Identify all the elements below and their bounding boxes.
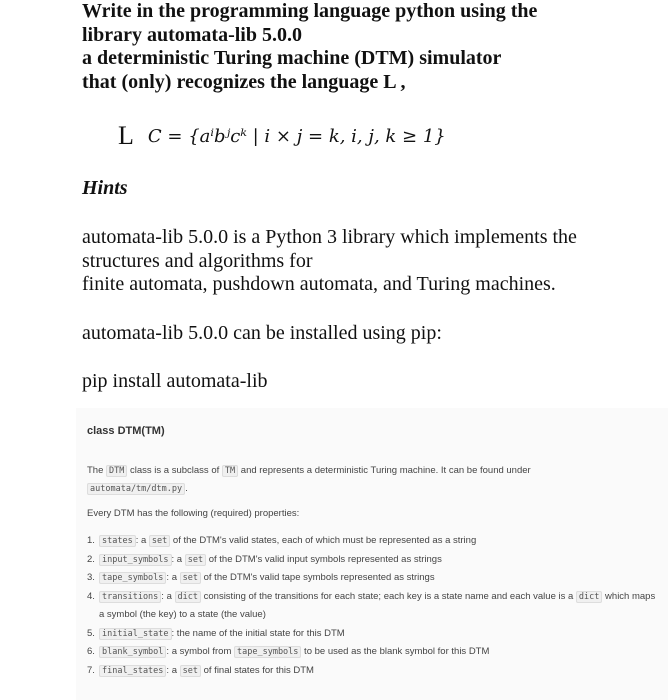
heading-line: library automata-lib 5.0.0 (82, 23, 302, 46)
paragraph-line: automata-lib 5.0.0 is a Python 3 library which implements the (82, 226, 577, 248)
item-text: : a (161, 590, 175, 602)
item-text: to be used as the blank symbol for this DTM (301, 646, 490, 657)
inline-code: final_states (99, 665, 166, 677)
inline-code: input_symbols (99, 554, 172, 566)
desc-text: The (87, 465, 107, 476)
desc-text: and represents a deterministic Turing machine. It can be found under (238, 465, 531, 476)
item-text: : the name of the initial state for this DTM (171, 627, 345, 639)
desc-text: class is a subclass of (127, 465, 222, 476)
list-item (87, 569, 662, 588)
hints-title: Hints (82, 177, 128, 199)
list-item (87, 551, 662, 570)
documentation-excerpt (76, 408, 668, 700)
paragraph-line: finite automata, pushdown automata, and Turing machines. (82, 273, 556, 295)
inline-code: initial_state (99, 628, 172, 640)
heading-line: a deterministic Turing machine (DTM) simulator (82, 47, 502, 69)
inline-code: TM (222, 465, 238, 477)
list-item (87, 643, 662, 662)
item-text: : a (166, 572, 180, 583)
item-number: 4. (87, 590, 95, 602)
heading-line: that (only) recognizes the language L , (82, 70, 406, 93)
item-text: which maps a symbol (the key) to a state (the value) (99, 590, 656, 620)
item-number: 3. (87, 572, 95, 583)
inline-code: tape_symbols (234, 646, 301, 658)
paragraph-library-intro (82, 226, 642, 297)
inline-code: set (149, 535, 170, 547)
inline-code: dict (576, 591, 602, 603)
list-item (87, 588, 662, 625)
list-item (87, 532, 662, 551)
question-heading (82, 0, 642, 94)
list-item (87, 662, 662, 681)
inline-code: set (185, 554, 206, 566)
item-text: : a (135, 535, 149, 546)
item-number: 6. (87, 646, 95, 657)
desc-text: . (185, 483, 188, 494)
inline-code: tape_symbols (99, 572, 166, 584)
item-number: 2. (87, 553, 95, 565)
inline-code: set (180, 572, 201, 584)
inline-code: transitions (99, 591, 161, 603)
language-formula (118, 120, 446, 152)
inline-code: dict (175, 591, 201, 603)
class-title: class DTM(TM) (87, 425, 165, 437)
formula-L: L (118, 121, 134, 150)
inline-code: DTM (106, 465, 127, 477)
class-description (87, 462, 657, 498)
item-text: consisting of the transitions for each state; each key is a state name and each value is a (200, 590, 576, 602)
heading-line: Write in the programming language python using the (82, 0, 538, 22)
inline-code: states (99, 535, 136, 547)
inline-code: set (180, 665, 201, 677)
item-number: 5. (87, 627, 95, 639)
inline-code: automata/tm/dtm.py (87, 483, 185, 495)
list-item (87, 625, 662, 644)
item-number: 7. (87, 664, 95, 676)
item-text: : a (166, 664, 180, 676)
item-number: 1. (87, 535, 95, 546)
item-text: : a (171, 553, 185, 565)
item-text: of the DTM's valid input symbols represented as strings (206, 553, 442, 565)
item-text: of the DTM's valid states, each of which must be represented as a string (170, 535, 477, 546)
item-text: of final states for this DTM (200, 664, 314, 676)
inline-code: blank_symbol (99, 646, 166, 658)
formula-expression: C = {aⁱbʲcᵏ | i × j = k, i, j, k ≥ 1} (147, 125, 446, 147)
paragraph-pip-command: pip install automata-lib (82, 370, 268, 392)
item-text: : a symbol from (166, 646, 234, 657)
paragraph-install: automata-lib 5.0.0 can be installed using pip: (82, 322, 442, 344)
properties-list (87, 532, 662, 680)
properties-intro: Every DTM has the following (required) properties: (87, 508, 300, 519)
item-text: of the DTM's valid tape symbols represented as strings (200, 572, 435, 583)
paragraph-line: structures and algorithms for (82, 249, 313, 272)
